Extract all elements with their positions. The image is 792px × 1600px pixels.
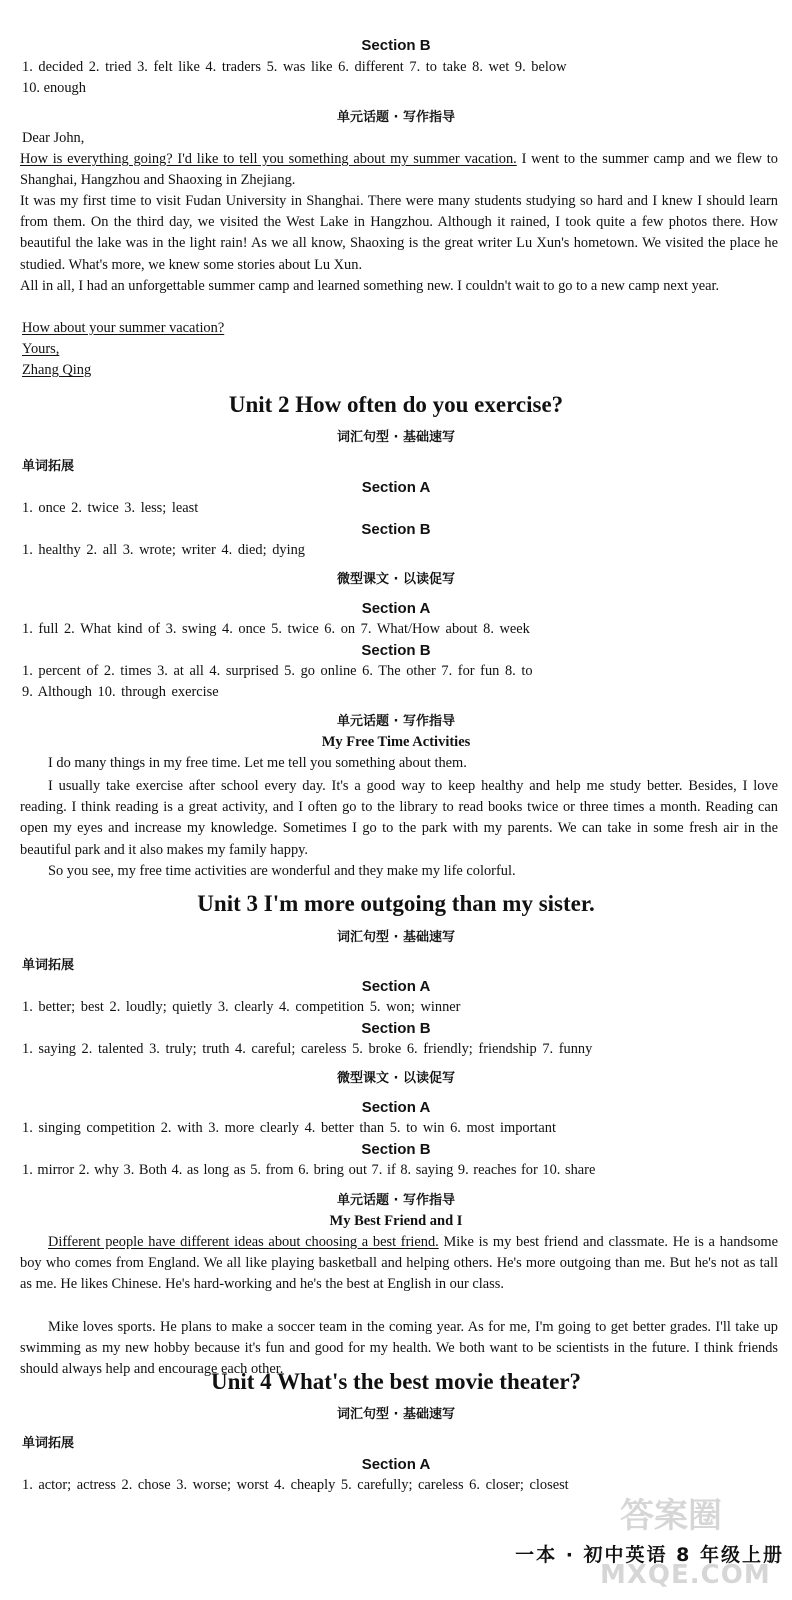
unit-2-micro-section-a-heading: Section A — [361, 600, 431, 617]
section-b-heading: Section B — [361, 37, 431, 54]
letter-greeting: Dear John, — [22, 130, 85, 146]
unit-3-title: Unit 3 I'm more outgoing than my sister. — [197, 891, 595, 916]
unit-3-micro-section-b-heading: Section B — [361, 1141, 431, 1158]
letter-sign-off: Yours, — [22, 341, 60, 357]
unit-2-section-a-heading: Section A — [361, 479, 431, 496]
unit-4-vocab-heading: 词汇句型 · 基础速写 — [337, 1407, 455, 1422]
unit-3-section-a-heading: Section A — [361, 978, 431, 995]
unit-3-micro-section-a-answers: 1. singing competition 2. with 3. more clearly 4. better than 5. to win 6. most important — [22, 1120, 556, 1136]
unit-2-essay-paragraph-1: I do many things in my free time. Let me tell you something about them. — [48, 755, 467, 771]
letter-paragraph-3: All in all, I had an unforgettable summer camp and learned something new. I couldn't wait to go to a new camp next year. — [20, 278, 720, 294]
letter-opening-underlined: How is everything going? I'd like to tell you something about my summer vacation. — [20, 151, 517, 167]
unit-3-section-a-answers: 1. better; best 2. loudly; quietly 3. clearly 4. competition 5. won; winner — [22, 999, 461, 1015]
writing-guide-heading: 单元话题 · 写作指导 — [337, 110, 455, 125]
letter-paragraph-1 — [20, 149, 778, 191]
unit-3-micro-section-a-heading: Section A — [361, 1099, 431, 1116]
unit-4-title: Unit 4 What's the best movie theater? — [210, 1369, 582, 1394]
unit-3-section-b-heading: Section B — [361, 1020, 431, 1037]
unit-3-essay-paragraph-1 — [20, 1232, 778, 1296]
unit-4-word-ext-label: 单词拓展 — [22, 1436, 75, 1451]
watermark-logo-text: 答案圈 — [620, 1496, 722, 1536]
unit-3-vocab-heading: 词汇句型 · 基础速写 — [337, 930, 455, 945]
watermark-url: MXQE.COM — [600, 1560, 771, 1590]
unit-3-micro-section-b-answers: 1. mirror 2. why 3. Both 4. as long as 5. from 6. bring out 7. if 8. saying 9. reaches for 10. share — [22, 1162, 596, 1178]
section-b-answers: 1. decided 2. tried 3. felt like 4. traders 5. was like 6. different 7. to take 8. wet 9. below — [22, 59, 567, 75]
unit-4-section-a-answers: 1. actor; actress 2. chose 3. worse; worst 4. cheaply 5. carefully; careless 6. closer; closest — [22, 1477, 569, 1493]
letter-closing-question: How about your summer vacation? — [22, 320, 225, 336]
unit-2-word-ext-label: 单词拓展 — [22, 459, 75, 474]
unit-2-micro-heading: 微型课文 · 以读促写 — [337, 572, 455, 587]
unit-2-section-b-heading: Section B — [361, 521, 431, 538]
letter-signature: Zhang Qing — [22, 362, 92, 378]
unit-3-micro-heading: 微型课文 · 以读促写 — [337, 1071, 455, 1086]
section-b-answers-cont: 10. enough — [22, 80, 86, 96]
unit-3-section-b-answers: 1. saying 2. talented 3. truly; truth 4. careful; careless 5. broke 6. friendly; friendship 7. funny — [22, 1041, 593, 1057]
unit-2-title: Unit 2 How often do you exercise? — [228, 392, 564, 417]
unit-3-essay-opening-underlined: Different people have different ideas about choosing a best friend. — [48, 1234, 439, 1250]
unit-2-essay-paragraph-3: So you see, my free time activities are wonderful and they make my life colorful. — [48, 863, 516, 879]
unit-4-section-a-heading: Section A — [361, 1456, 431, 1473]
unit-2-essay-paragraph-2: I usually take exercise after school every day. It's a good way to keep healthy and help me study better. Besides, I love reading. I think reading is a great activity, and I often go to the library to read books twice or three times a month. Reading can open my eyes and increase my knowledge. Sometimes I go to the park with my parents. We can take in some fresh air in the beautiful park and it also makes my family happy. — [20, 778, 778, 858]
unit-3-word-ext-label: 单词拓展 — [22, 958, 75, 973]
unit-2-micro-section-b-answers-cont: 9. Although 10. through exercise — [22, 684, 219, 700]
unit-2-micro-section-a-answers: 1. full 2. What kind of 3. swing 4. once 5. twice 6. on 7. What/How about 8. week — [22, 621, 530, 637]
unit-3-essay-opening-rest: Mike is my best friend and classmate. He is a handsome boy who comes from England. We all like playing basketball and helping others. He's more outgoing than me. But he's not as tall as me. He likes Chinese. He's hard-working and he's the best at English in our class. — [20, 1234, 778, 1293]
book-footer-label: 一本 · 初中英语 8 年级上册 — [515, 1544, 784, 1566]
letter-opening-rest: I went to the summer camp and we flew to Shanghai, Hangzhou and Shaoxing in Zhejiang. — [20, 151, 778, 189]
unit-2-vocab-heading: 词汇句型 · 基础速写 — [337, 430, 455, 445]
unit-2-section-a-answers: 1. once 2. twice 3. less; least — [22, 500, 199, 516]
unit-3-writing-heading: 单元话题 · 写作指导 — [337, 1193, 455, 1208]
unit-2-section-b-answers: 1. healthy 2. all 3. wrote; writer 4. died; dying — [22, 542, 305, 558]
letter-paragraph-2: It was my first time to visit Fudan University in Shanghai. There were many students studying so hard and I knew I should learn from them. On the third day, we visited the West Lake in Hangzhou. Although it rained, I took quite a few photos there. How beautiful the lake was in the light rain! As we all know, Shaoxing is the great writer Lu Xun's hometown. We visited the place he studied. What's more, we knew some stories about Lu Xun. — [20, 193, 778, 273]
unit-3-essay-paragraph-2: Mike loves sports. He plans to make a soccer team in the coming year. As for me, I'm going to get better grades. I'll take up swimming as my new hobby because it's fun and good for my health. We both want to be scientists in the future. I think friends should always help and encourage each other. — [20, 1319, 778, 1378]
unit-2-micro-section-b-heading: Section B — [361, 642, 431, 659]
unit-2-micro-section-b-answers: 1. percent of 2. times 3. at all 4. surprised 5. go online 6. The other 7. for fun 8. to — [22, 663, 533, 679]
unit-3-essay-title: My Best Friend and I — [329, 1213, 463, 1229]
unit-2-writing-heading: 单元话题 · 写作指导 — [337, 714, 455, 729]
unit-2-essay-title: My Free Time Activities — [321, 734, 471, 750]
